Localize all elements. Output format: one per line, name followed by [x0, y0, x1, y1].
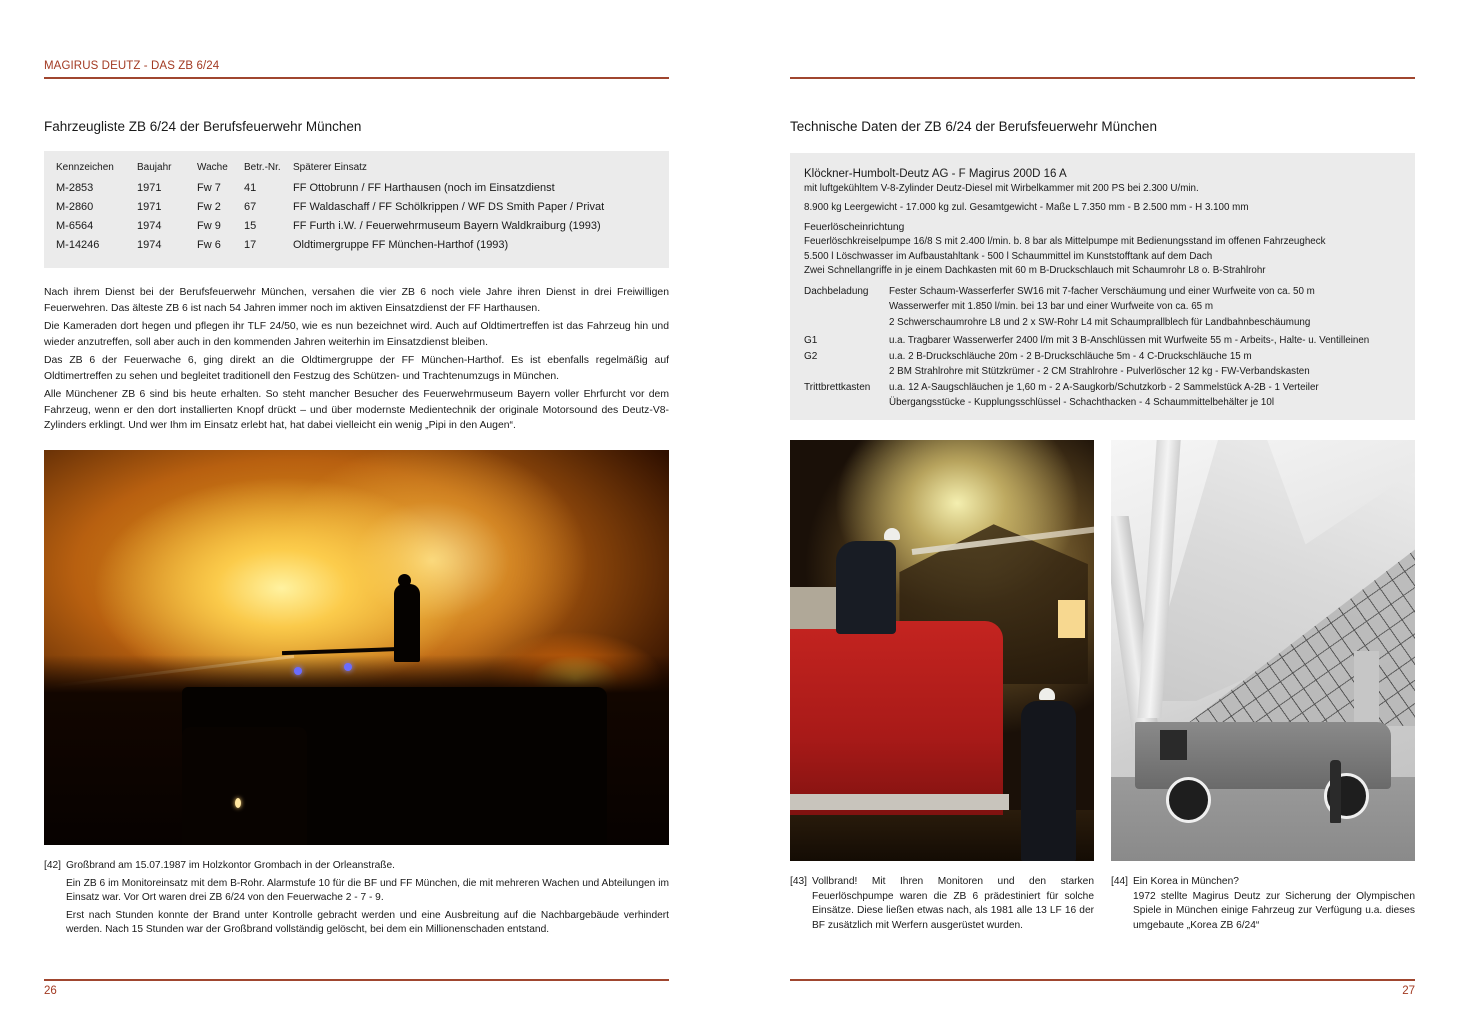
headlight — [235, 798, 241, 808]
caption-title: Ein Korea in München? — [1133, 876, 1239, 887]
page-number: 27 — [1402, 985, 1415, 997]
cell-number: 15 — [244, 220, 257, 232]
column-header: Kennzeichen — [56, 162, 114, 173]
column-header: Späterer Einsatz — [293, 162, 367, 173]
cell-plate: M-14246 — [56, 239, 100, 251]
tech-data-title: Technische Daten der ZB 6/24 der Berufsfeuerwehr München — [790, 119, 1157, 134]
red-fire-truck — [790, 621, 1003, 815]
cell-station: Fw 6 — [197, 239, 221, 251]
extinguishing-heading: Feuerlöscheinrichtung — [804, 222, 905, 233]
running-head: MAGIRUS DEUTZ - DAS ZB 6/24 — [44, 60, 220, 72]
equipment-label: Dachbeladung — [804, 285, 869, 297]
extinguishing-line: Zwei Schnellangriffe in je einem Dachkasten mit 60 m B-Druckschlauch mit Schaumrohr L8 o. B-Strahlrohr — [804, 265, 1266, 276]
cell-station: Fw 9 — [197, 220, 221, 232]
tech-data-box — [790, 153, 1415, 420]
firefighter-silhouette — [394, 584, 420, 662]
equipment-line: u.a. Tragbarer Wasserwerfer 2400 l/m mit 3 B-Anschlüssen mit Wurfweite 55 m - Arbeits-, Halte- u. Ventilleinen — [889, 335, 1370, 346]
cell-year: 1971 — [137, 182, 162, 194]
caption-paragraph: Ein ZB 6 im Monitoreinsatz mit dem B-Rohr. Alarmstufe 10 für die BF und FF München, die mit mehreren Wachen und Abteilungen im Einsatz war. Vor Ort waren drei ZB 6/24 von den Feuerwache 2 - 7 - 9. — [66, 877, 669, 903]
equipment-line: Übergangsstücke - Kupplungsschlüssel - Schachthacken - 4 Schaummittelbehälter je 10l — [889, 397, 1275, 408]
column-header: Baujahr — [137, 162, 172, 173]
helmet — [1039, 688, 1055, 700]
table-row — [56, 220, 604, 239]
table-row — [56, 182, 604, 201]
cell-station: Fw 7 — [197, 182, 221, 194]
cell-plate: M-6564 — [56, 220, 94, 232]
cell-year: 1971 — [137, 201, 162, 213]
firefighter-standing — [1021, 701, 1076, 861]
equipment-line: Wasserwerfer mit 1.850 l/min. bei 13 bar und einer Wurfweite von ca. 65 m — [889, 301, 1213, 312]
table-row — [56, 239, 604, 258]
equipment-line: 2 BM Strahlrohre mit Stützkrümer - 2 CM Strahlrohre - Pulverlöscher 12 kg - FW-Verbandskasten — [889, 366, 1310, 377]
cell-number: 41 — [244, 182, 257, 194]
equipment-row-dachbeladung — [804, 284, 1401, 331]
cell-plate: M-2860 — [56, 201, 94, 213]
firefighter-on-truck — [836, 541, 897, 634]
equipment-line: u.a. 12 A-Saugschläuchen je 1,60 m - 2 A-Saugkorb/Schutzkorb - 2 Sammelstück A-2B - 1 Verteiler — [889, 381, 1319, 393]
body-text — [44, 285, 669, 437]
page-number: 26 — [44, 985, 57, 997]
column-header: Wache — [197, 162, 228, 173]
extinguishing-line: Feuerlöschkreiselpumpe 16/8 S mit 2.400 l/min. b. 8 bar als Mittelpumpe mit Bedienungsstand im offenen Fahrzeugheck — [804, 236, 1326, 247]
cell-later-use: FF Waldaschaff / FF Schölkrippen / WF DS Smith Paper / Privat — [293, 201, 605, 213]
lit-window — [1058, 600, 1085, 638]
cell-later-use: FF Ottobrunn / FF Harthausen (noch im Einsatzdienst — [293, 182, 555, 194]
caption-42 — [44, 859, 669, 941]
equipment-label: G1 — [804, 335, 818, 346]
table-row — [56, 201, 604, 220]
cell-year: 1974 — [137, 239, 162, 251]
top-rule — [790, 77, 1415, 79]
equipment-line: 2 Schwerschaumrohre L8 und 2 x SW-Rohr L4 mit Schaumprallblech für Landbahnbeschäumung — [889, 316, 1311, 328]
equipment-list — [804, 284, 1401, 411]
bottom-rule — [44, 979, 669, 981]
vehicle-list-title: Fahrzeugliste ZB 6/24 der Berufsfeuerwehr München — [44, 119, 362, 134]
bottom-rule — [790, 979, 1415, 981]
caption-text: Vollbrand! Mit Ihren Monitoren und den starken Feuerlöschpumpe waren die ZB 6 prädestiniert für solche Einsätze. Diese ließen etwas nach, als 1981 alle 13 LF 16 der BF zusätzlich mit Werfern ausgerüstet wurden. — [812, 876, 1094, 931]
dimensions-spec: 8.900 kg Leergewicht - 17.000 kg zul. Gesamtgewicht - Maße L 7.350 mm - B 2.500 mm - H 3.100 mm — [804, 201, 1249, 213]
photo-timber-yard-fire — [44, 450, 669, 845]
photo-house-fire — [790, 440, 1094, 861]
ground — [1111, 777, 1415, 861]
wheel — [1166, 777, 1212, 823]
caption-paragraph: Erst nach Stunden konnte der Brand unter Kontrolle gebracht werden und eine Ausbreitung auf die Nachbargebäude verhindert werden. Nach 15 Stunden war der Großbrand vollständig gelöscht, bei dem ein Millionenschaden entstand. — [66, 909, 669, 935]
caption-number: [42] — [44, 860, 61, 871]
caption-44 — [1111, 875, 1415, 933]
cell-number: 17 — [244, 239, 257, 251]
equipment-row-trittbrettkasten — [804, 380, 1401, 411]
vehicle-model: Klöckner-Humbolt-Deutz AG - F Magirus 200D 16 A — [804, 168, 1067, 180]
cell-year: 1974 — [137, 220, 162, 232]
hose-reel — [1160, 730, 1187, 759]
cell-station: Fw 2 — [197, 201, 221, 213]
caption-number: [43] — [790, 876, 807, 887]
vehicle-table-box — [44, 151, 669, 268]
cab-silhouette — [182, 727, 307, 846]
paragraph: Die Kameraden dort hegen und pflegen ihr TLF 24/50, wie es nun bezeichnet wird. Auch auf Oldtimertreffen ist das Fahrzeug hin und wieder anzutreffen, soll aber auch in den kommenden Jahren weiterhin im Einsatzdienst bleiben. — [44, 321, 669, 348]
column-header: Betr.-Nr. — [244, 162, 281, 173]
table-header-row — [56, 162, 604, 182]
paragraph: Alle Münchener ZB 6 sind bis heute erhalten. So steht mancher Besucher des Feuerwehrmuseum Bayern voller Ehrfurcht vor dem Fahrzeug, wenn er den dort installierten Knopf drückt – und über modernste Medientechnik der originale Motorsound des Deutz-V8-Zylinders erklingt. Und wer Ihm im Einsatz erlebt hat, hat dabei vielleicht ein wenig „Pipi in den Augen“. — [44, 389, 669, 431]
caption-43 — [790, 875, 1094, 933]
running-board — [790, 794, 1009, 811]
engine-spec: mit luftgekühltem V-8-Zylinder Deutz-Diesel mit Wirbelkammer mit 200 PS bei 2.300 U/min. — [804, 183, 1199, 194]
equipment-label: G2 — [804, 350, 818, 362]
cell-plate: M-2853 — [56, 182, 94, 194]
caption-number: [44] — [1111, 876, 1128, 887]
paragraph: Nach ihrem Dienst bei der Berufsfeuerwehr München, versahen die vier ZB 6 noch viele Jahre ihren Dienst in drei Freiwilligen Feuerwehren. Das älteste ZB 6 ist nach 54 Jahren immer noch im aktiven Einsatzdienst der FF Harthausen. — [44, 287, 669, 314]
person — [1330, 760, 1341, 823]
monitor-nozzle — [281, 647, 400, 655]
cell-later-use: FF Furth i.W. / Feuerwehrmuseum Bayern Waldkraiburg (1993) — [293, 220, 601, 232]
vehicle-table — [56, 162, 604, 258]
caption-title: Großbrand am 15.07.1987 im Holzkontor Grombach in der Orleanstraße. — [66, 860, 395, 871]
cell-later-use: Oldtimergruppe FF München-Harthof (1993) — [293, 239, 509, 251]
equipment-label: Trittbrettkasten — [804, 381, 871, 393]
helmet — [884, 528, 900, 540]
caption-text: 1972 stellte Magirus Deutz zur Sicherung der Olympischen Spiele in München einige Fahrzeug zur Verfügung u.a. dieses umgebaute „Korea ZB 6/24“ — [1133, 890, 1415, 931]
photo-olympic-stadium-truck — [1111, 440, 1415, 861]
equipment-line: u.a. 2 B-Druckschläuche 20m - 2 B-Druckschläuche 5m - 4 C-Druckschläuche 15 m — [889, 350, 1252, 362]
equipment-row-g1 — [804, 333, 1401, 349]
equipment-line: Fester Schaum-Wasserferfer SW16 mit 7-facher Verschäumung und einer Wurfweite von ca. 50 m — [889, 285, 1315, 297]
cell-number: 67 — [244, 201, 257, 213]
top-rule — [44, 77, 669, 79]
extinguishing-line: 5.500 l Löschwasser im Aufbaustahltank - 500 l Schaummittel im Kunststofftank auf dem Dach — [804, 250, 1213, 262]
equipment-row-g2 — [804, 349, 1401, 380]
paragraph: Das ZB 6 der Feuerwache 6, ging direkt an die Oldtimergruppe der FF München-Harthof. Es ist ebenfalls regelmäßig auf Oldtimertreffen zu sehen und begleitet traditionell den Festzug des Schützen- und Trachtenumzugs in München. — [44, 355, 669, 382]
